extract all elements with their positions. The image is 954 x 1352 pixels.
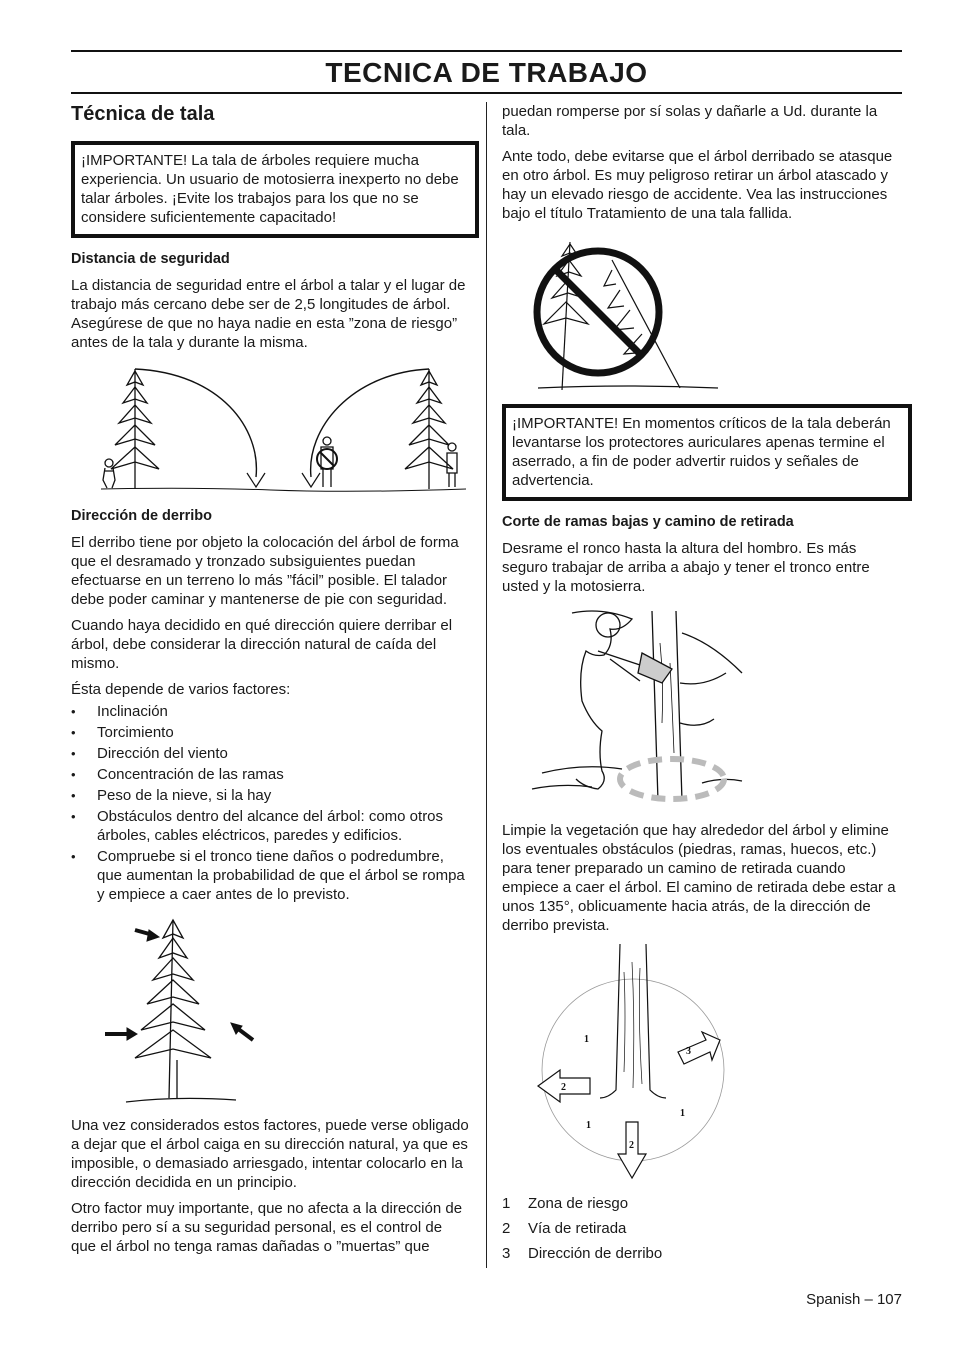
legend-number: 2 xyxy=(502,1220,511,1237)
important-text: ¡IMPORTANTE! En momentos críticos de la tala deberán levantarse los protectores auriculares apenas termine el aserrado, a fin de poder advertir ruidos y señales de advertencia. xyxy=(512,415,891,489)
page-title: TECNICA DE TRABAJO xyxy=(325,57,648,88)
direction-heading: Dirección de derribo xyxy=(71,508,213,524)
diagram-legend xyxy=(502,1194,904,1263)
right-column xyxy=(502,102,904,1269)
factors-list xyxy=(71,702,471,904)
page-footer: Spanish – 107 xyxy=(806,1291,902,1308)
diagram-label-zone-bottom-right: 1 xyxy=(680,1108,685,1119)
list-item: • Dirección del viento xyxy=(71,744,471,763)
continued-text: puedan romperse por sí solas y dañarle a Ud. durante la tala. xyxy=(502,103,878,139)
legend-text: Zona de riesgo xyxy=(528,1195,629,1212)
diagram-label-retreat-left: 2 xyxy=(561,1082,566,1093)
legend-text: Dirección de derribo xyxy=(528,1245,663,1262)
branches-text: Desrame el ronco hasta la altura del hombro. Es más seguro trabajar de arriba a abajo y tener el tronco entre usted y la motosierra. xyxy=(502,540,870,595)
list-item: • Peso de la nieve, si la hay xyxy=(71,786,471,805)
list-item: • Inclinación xyxy=(71,702,471,721)
legend-row xyxy=(502,1194,904,1213)
list-item: • Concentración de las ramas xyxy=(71,765,471,784)
list-item: • Torcimiento xyxy=(71,723,471,742)
legend-row xyxy=(502,1244,904,1263)
left-column xyxy=(71,102,471,1263)
legend-row xyxy=(502,1219,904,1238)
diagram-label-fall-direction: 3 xyxy=(686,1046,691,1057)
after-text-2: Otro factor muy importante, que no afecta a la dirección de derribo pero sí a su seguridad personal, es el control de que el árbol no tenga ramas dañadas o ”muertas” que xyxy=(71,1200,463,1255)
direction-text-1: El derribo tiene por objeto la colocación del árbol de forma que el desramado y tronzado subsiguientes puedan efectuarse en un terreno lo más ”fácil” posible. El talador debe poder caminar y mantenerse de pie con seguridad. xyxy=(71,534,459,608)
column-divider xyxy=(486,102,487,1268)
stuck-tree-prohibited-illustration xyxy=(502,230,902,396)
limbing-illustration xyxy=(502,603,902,815)
direction-text-3: Ésta depende de varios factores: xyxy=(71,681,291,698)
legend-number: 3 xyxy=(502,1245,511,1262)
diagram-label-retreat-bottom: 2 xyxy=(629,1140,634,1151)
diagram-label-zone-top: 1 xyxy=(584,1034,589,1045)
branches-heading: Corte de ramas bajas y camino de retirada xyxy=(502,514,794,530)
list-item: • Compruebe si el tronco tiene daños o podredumbre, que aumentan la probabilidad de que el árbol se rompa y empiece a caer antes de lo previsto. xyxy=(71,847,471,904)
safety-heading: Distancia de seguridad xyxy=(71,251,230,267)
header-rule-top xyxy=(71,50,902,52)
important-box-2 xyxy=(502,404,912,501)
wind-factors-illustration xyxy=(71,910,471,1110)
legend-number: 1 xyxy=(502,1195,511,1212)
list-item: • Obstáculos dentro del alcance del árbol: como otros árboles, cables eléctricos, paredes y edificios. xyxy=(71,807,471,845)
header-rule-bottom xyxy=(71,92,902,94)
stuck-tree-text: Ante todo, debe evitarse que el árbol derribado se atasque en otro árbol. Es muy peligroso retirar un árbol atascado y hay un elevado riesgo de accidente. Vea las instrucciones bajo el título Tratamiento de una tala fallida. xyxy=(502,148,893,222)
important-box xyxy=(71,141,479,238)
diagram-label-zone-bottom-left: 1 xyxy=(586,1120,591,1131)
retreat-path-diagram xyxy=(502,942,902,1190)
direction-text-2: Cuando haya decidido en qué dirección quiere derribar el árbol, debe considerar la dirección natural de caída del mismo. xyxy=(71,617,453,672)
important-text: ¡IMPORTANTE! La tala de árboles requiere mucha experiencia. Un usuario de motosierra inexperto no debe talar árboles. ¡Evite los trabajos para los que no se considere suficientemente capacitado! xyxy=(81,152,459,226)
legend-text: Vía de retirada xyxy=(528,1220,627,1237)
safety-text: La distancia de seguridad entre el árbol a talar y el lugar de trabajo más cercano debe ser de 2,5 longitudes de árbol. Asegúrese de que no haya nadie en esta ”zona de riesgo” antes de la tala y durante la misma. xyxy=(71,277,466,351)
after-text-1: Una vez considerados estos factores, puede verse obligado a dejar que el árbol caiga en su dirección natural, ya que es imposible, o demasiado arriesgado, intentar colocarlo en la dirección decidida en un principio. xyxy=(71,1117,469,1191)
safety-distance-illustration xyxy=(71,359,471,497)
section-heading: Técnica de tala xyxy=(71,103,215,125)
clear-path-text: Limpie la vegetación que hay alrededor del árbol y elimine los eventuales obstáculos (piedras, ramas, huecos, etc.) para tener preparado un camino de retirada cuando empiece a caer el árbol. El camino de retirada debe estar a unos 135°, oblicuamente hacia atrás, de la dirección de derribo prevista. xyxy=(502,822,896,934)
